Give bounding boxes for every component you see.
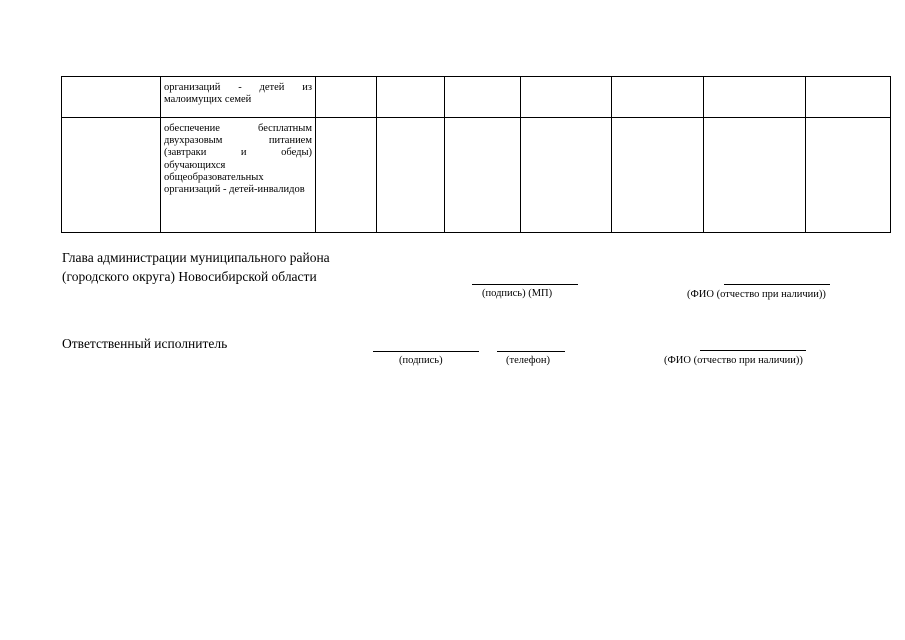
table-cell <box>521 118 612 233</box>
executor-name-caption: (ФИО (отчество при наличии)) <box>664 355 803 366</box>
table-cell <box>704 77 806 118</box>
table-cell <box>704 118 806 233</box>
table-cell <box>377 77 445 118</box>
table-row <box>62 118 891 233</box>
table-cell <box>612 118 704 233</box>
table-cell <box>806 118 891 233</box>
row-description: организаций - детей из малоимущих семей <box>164 82 312 106</box>
table-cell-description <box>161 118 316 233</box>
table-cell <box>316 77 377 118</box>
table-cell <box>445 118 521 233</box>
table-cell <box>316 118 377 233</box>
executor-label: Ответственный исполнитель <box>62 336 228 351</box>
table-cell <box>612 77 704 118</box>
head-signature-caption: (подпись) (МП) <box>482 288 553 299</box>
table-cell <box>62 118 161 233</box>
table-cell <box>62 77 161 118</box>
head-name-caption: (ФИО (отчество при наличии)) <box>687 289 826 300</box>
executor-phone-caption: (телефон) <box>506 355 550 366</box>
executor-phone-line <box>497 351 565 352</box>
row-description: обеспечение бесплатным двухразовым питанием (завтраки и обеды) обучающихся общеобразовательных организаций - детей-инвалидов <box>164 123 312 196</box>
head-title-line1: Глава администрации муниципального района <box>62 250 330 265</box>
table-cell <box>377 118 445 233</box>
executor-name-line <box>700 350 806 351</box>
table-cell <box>521 77 612 118</box>
head-title-line2: (городского округа) Новосибирской области <box>62 269 317 284</box>
table-cell-description <box>161 77 316 118</box>
head-name-line <box>724 284 830 285</box>
table-cell <box>445 77 521 118</box>
head-signature-line <box>472 284 578 285</box>
data-table <box>61 76 891 233</box>
executor-signature-caption: (подпись) <box>399 355 443 366</box>
table-cell <box>806 77 891 118</box>
table-row <box>62 77 891 118</box>
executor-signature-line <box>373 351 479 352</box>
